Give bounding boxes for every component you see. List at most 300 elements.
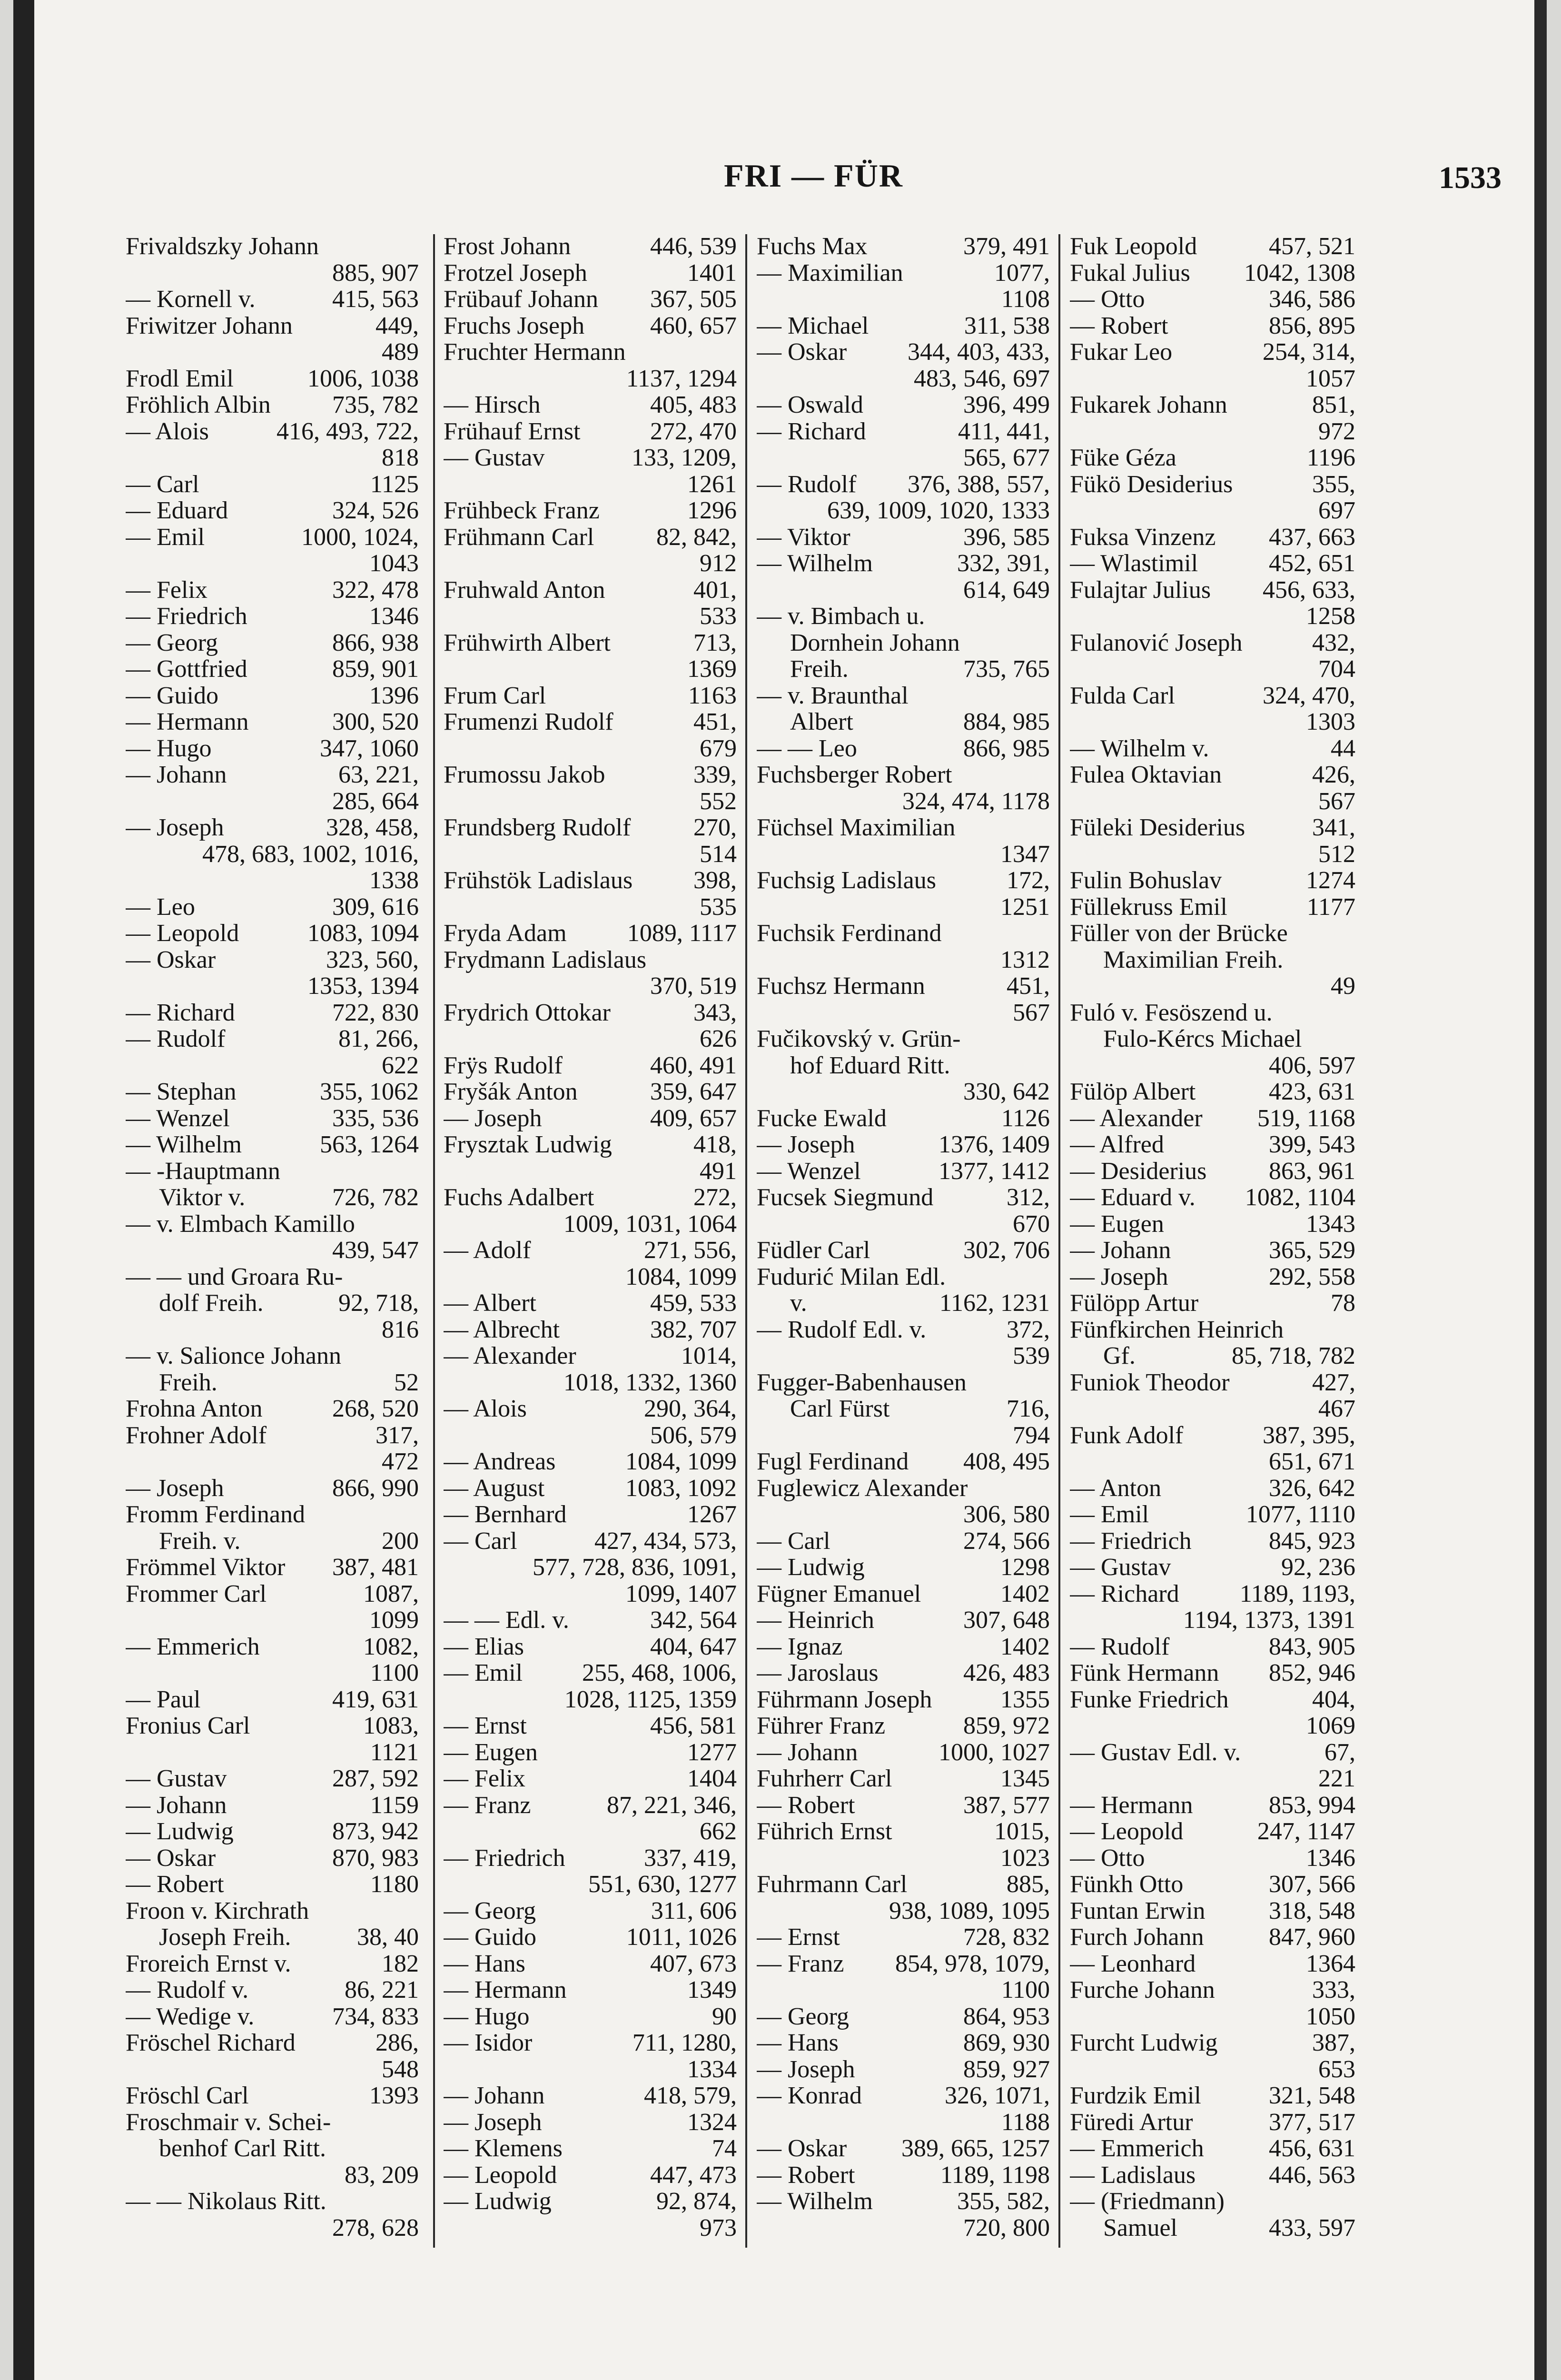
- index-entry: [757, 2082, 1050, 2109]
- entry-pages: 728, 832: [963, 1924, 1050, 1951]
- entry-pages: 1180: [370, 1871, 419, 1898]
- index-entry: [444, 392, 737, 418]
- entry-pages: [414, 2109, 419, 2136]
- entry-name: — Eduard v.: [1070, 1184, 1195, 1211]
- index-entry: [757, 1686, 1050, 1713]
- entry-pages: 409, 657: [650, 1104, 737, 1132]
- entry-continuation: 912: [700, 550, 737, 577]
- entry-continuation: 1194, 1373, 1391: [1183, 1606, 1355, 1634]
- entry-continuation: 1108: [1001, 286, 1050, 313]
- entry-name: Fugl Ferdinand: [757, 1448, 909, 1475]
- index-entry: [1070, 1184, 1355, 1211]
- entry-name: — Bernhard: [444, 1501, 567, 1528]
- entry-pages: 452, 651: [1269, 550, 1355, 577]
- entry-name: — Hirsch: [444, 391, 541, 418]
- index-entry: [757, 920, 1050, 947]
- index-entry: [126, 920, 419, 947]
- entry-pages: 344, 403, 433,: [908, 338, 1050, 366]
- entry-name: Frühmann Carl: [444, 523, 594, 551]
- index-entry: [757, 1607, 1050, 1634]
- entry-name: Carl Fürst: [790, 1395, 890, 1422]
- entry-name: Samuel: [1103, 2214, 1177, 2241]
- entry-name: — Alexander: [1070, 1104, 1203, 1132]
- entry-name: — Emil: [444, 1659, 523, 1686]
- entry-name: Füredi Artur: [1070, 2108, 1193, 2136]
- entry-name: — Wenzel: [126, 1104, 230, 1132]
- index-entry: [757, 1131, 1050, 1158]
- running-title: FRI — FÜR: [724, 158, 903, 194]
- index-entry: [126, 603, 419, 630]
- index-entry: [126, 1951, 419, 1977]
- entry-name: — Hugo: [444, 2003, 530, 2030]
- index-entry: [757, 550, 1050, 577]
- entry-pages: 401,: [693, 576, 737, 604]
- entry-pages: [414, 1264, 419, 1290]
- entry-pages: [1045, 1369, 1050, 1396]
- entry-pages: 274, 566: [963, 1527, 1050, 1555]
- entry-name: — Hermann: [1070, 1791, 1193, 1819]
- entry-pages: 419, 631: [332, 1686, 419, 1713]
- index-entry: [444, 920, 737, 947]
- index-entry: [444, 1475, 737, 1502]
- entry-name: — Desiderius: [1070, 1157, 1207, 1185]
- index-entry: [1070, 1528, 1355, 1555]
- entry-pages: 711, 1280,: [632, 2029, 737, 2056]
- entry-name: Frömmel Viktor: [126, 1554, 286, 1581]
- entry-name: — Emmerich: [1070, 2135, 1204, 2162]
- entry-pages: 339,: [693, 761, 737, 788]
- entry-pages: 82, 842,: [656, 523, 737, 551]
- entry-pages: [414, 1158, 419, 1185]
- entry-continuation: 1018, 1332, 1360: [563, 1368, 737, 1396]
- index-entry: [757, 2056, 1050, 2083]
- index-entry: [126, 1026, 419, 1052]
- entry-name: — Friedrich: [126, 603, 247, 630]
- index-entry: [126, 286, 419, 313]
- column-rule: [433, 234, 435, 2248]
- entry-name: Fuchsik Ferdinand: [757, 920, 942, 947]
- index-entry: [444, 260, 737, 287]
- entry-name: Joseph Freih.: [159, 1924, 291, 1951]
- entry-name: — Ernst: [757, 1924, 840, 1951]
- entry-name: Fucsek Siegmund: [757, 1184, 934, 1211]
- index-entry: [444, 497, 737, 524]
- entry-continuation: 1057: [1306, 365, 1355, 392]
- entry-pages: 286,: [375, 2029, 419, 2056]
- entry-pages: 335, 536: [332, 1104, 419, 1132]
- entry-pages: [1045, 630, 1050, 656]
- index-entry: [757, 1528, 1050, 1555]
- index-entry: [126, 1686, 419, 1713]
- entry-pages: 416, 493, 722,: [277, 417, 419, 445]
- entry-name: — Isidor: [444, 2029, 533, 2056]
- entry-name: — Wilhelm: [757, 550, 873, 577]
- entry-pages: 734, 833: [332, 2003, 419, 2030]
- entry-pages: 343,: [693, 999, 737, 1026]
- entry-name: — Kornell v.: [126, 286, 256, 313]
- entry-name: Führich Ernst: [757, 1818, 892, 1845]
- entry-name: — Ladislaus: [1070, 2161, 1196, 2189]
- entry-pages: 377, 517: [1269, 2108, 1355, 2136]
- index-entry: [1070, 1660, 1355, 1686]
- index-entry: [757, 814, 1050, 841]
- index-entry: [126, 894, 419, 921]
- entry-continuation: 1121: [370, 1738, 419, 1766]
- index-entry: [126, 1713, 419, 1739]
- entry-pages: 67,: [1324, 1738, 1355, 1766]
- entry-continuation: 551, 630, 1277: [588, 1871, 737, 1898]
- entry-name: — Felix: [444, 1765, 525, 1792]
- entry-pages: 309, 616: [332, 893, 419, 921]
- entry-continuation: 1137, 1294: [626, 365, 737, 392]
- entry-pages: 411, 441,: [958, 417, 1050, 445]
- entry-name: — Hugo: [126, 734, 212, 762]
- entry-name: — Adolf: [444, 1237, 531, 1264]
- entry-name: — Gustav: [444, 444, 545, 471]
- index-entry: [126, 1501, 419, 1528]
- entry-name: — Robert: [757, 1791, 855, 1819]
- entry-name: Frundsberg Rudolf: [444, 814, 631, 841]
- entry-continuation: 653: [1318, 2055, 1355, 2083]
- index-entry: [444, 1898, 737, 1924]
- index-entry: [444, 313, 737, 339]
- entry-name: Gf.: [1103, 1342, 1136, 1369]
- entry-pages: 1015,: [994, 1818, 1050, 1845]
- entry-name: Führer Franz: [757, 1712, 886, 1739]
- entry-pages: 290, 364,: [644, 1395, 737, 1422]
- index-entry: [757, 656, 1050, 683]
- entry-name: — Albert: [444, 1289, 536, 1317]
- index-entry: [757, 260, 1050, 287]
- index-entry: [757, 2030, 1050, 2056]
- entry-name: — Joseph: [757, 2055, 855, 2083]
- entry-continuation: 1043: [369, 550, 419, 577]
- index-entry: [126, 1343, 419, 1369]
- entry-name: Frühstök Ladislaus: [444, 867, 633, 894]
- entry-name: — Ignaz: [757, 1633, 843, 1660]
- entry-continuation: 626: [700, 1025, 737, 1052]
- entry-name: — Joseph: [126, 814, 224, 841]
- entry-pages: 323, 560,: [326, 946, 419, 973]
- index-entry: [444, 1634, 737, 1660]
- entry-name: Fuk Leopold: [1070, 233, 1197, 260]
- index-entry: [757, 1792, 1050, 1819]
- entry-name: — Leopold: [126, 920, 239, 947]
- entry-continuation: 512: [1318, 840, 1355, 868]
- index-entry: [126, 313, 419, 339]
- entry-name: — Carl: [444, 1527, 517, 1555]
- index-entry: [444, 2135, 737, 2162]
- entry-pages: 433, 597: [1269, 2214, 1355, 2241]
- entry-pages: 1006, 1038: [307, 365, 419, 392]
- entry-pages: 1324: [687, 2108, 737, 2136]
- entry-pages: 1402: [1000, 1580, 1050, 1607]
- entry-pages: 870, 983: [332, 1844, 419, 1872]
- index-entry: [757, 1052, 1050, 1079]
- entry-name: Fudurić Milan Edl.: [757, 1263, 946, 1290]
- entry-pages: 1177: [1306, 893, 1355, 921]
- entry-pages: 418,: [693, 1131, 737, 1158]
- entry-continuation: 83, 209: [345, 2161, 419, 2189]
- entry-continuation: 704: [1318, 655, 1355, 683]
- index-entry: [1070, 2188, 1355, 2215]
- entry-pages: 332, 391,: [957, 550, 1050, 577]
- entry-pages: 399, 543: [1269, 1131, 1355, 1158]
- entry-pages: 885,: [1007, 1871, 1050, 1898]
- index-entry: [444, 1792, 737, 1819]
- entry-name: — Ernst: [444, 1712, 527, 1739]
- entry-pages: [1351, 1317, 1355, 1343]
- entry-pages: [414, 2135, 419, 2162]
- index-entry: [757, 2135, 1050, 2162]
- entry-continuation: 938, 1089, 1095: [889, 1897, 1050, 1924]
- entry-pages: 426,: [1312, 761, 1355, 788]
- entry-pages: 86, 221: [345, 1976, 419, 2003]
- entry-continuation: 535: [700, 893, 737, 921]
- entry-pages: 396, 499: [963, 391, 1050, 418]
- entry-pages: 404,: [1312, 1686, 1355, 1713]
- entry-pages: 519, 1168: [1257, 1104, 1355, 1132]
- index-entry: [126, 709, 419, 735]
- entry-name: — Johann: [126, 761, 227, 788]
- entry-name: — Wedige v.: [126, 2003, 255, 2030]
- entry-name: — Leonhard: [1070, 1950, 1196, 1977]
- index-entry: [126, 1131, 419, 1158]
- index-entry: [126, 1211, 419, 1238]
- entry-continuation: 1353, 1394: [307, 972, 419, 1000]
- entry-name: — Rudolf: [1070, 1633, 1170, 1660]
- entry-pages: 1402: [1000, 1633, 1050, 1660]
- index-entry: [126, 366, 419, 392]
- index-entry: [444, 1501, 737, 1528]
- index-entry: [757, 1871, 1050, 1898]
- entry-pages: 866, 938: [332, 629, 419, 656]
- index-entry: [757, 735, 1050, 762]
- index-entry: [126, 1898, 419, 1924]
- entry-name: — Hermann: [126, 708, 249, 735]
- entry-pages: 333,: [1312, 1976, 1355, 2003]
- index-entry: [444, 1951, 737, 1977]
- index-entry: [757, 1184, 1050, 1211]
- index-entry: [757, 2003, 1050, 2030]
- running-header: [126, 157, 1502, 209]
- entry-name: Fronius Carl: [126, 1712, 250, 1739]
- entry-pages: 456, 631: [1269, 2135, 1355, 2162]
- entry-pages: 415, 563: [332, 286, 419, 313]
- index-entry: [1070, 2030, 1355, 2056]
- entry-continuation: 478, 683, 1002, 1016,: [202, 840, 419, 868]
- index-entry: [757, 1237, 1050, 1264]
- index-entry: [444, 2082, 737, 2109]
- entry-name: — Felix: [126, 576, 207, 604]
- entry-name: Frumenzi Rudolf: [444, 708, 613, 735]
- entry-name: Fuchsberger Robert: [757, 761, 952, 788]
- page-edge: [1534, 0, 1547, 2380]
- entry-pages: 1296: [687, 497, 737, 524]
- index-entry: [757, 1317, 1050, 1343]
- entry-continuation: 565, 677: [963, 444, 1050, 471]
- entry-pages: 1011, 1026: [626, 1924, 737, 1951]
- entry-pages: 347, 1060: [320, 734, 419, 762]
- entry-continuation: 1258: [1306, 603, 1355, 630]
- index-entry: [1070, 392, 1355, 418]
- entry-name: — Carl: [126, 470, 199, 498]
- entry-name: — Maximilian: [757, 259, 903, 287]
- index-entry: [757, 630, 1050, 656]
- entry-pages: 427, 434, 573,: [594, 1527, 737, 1555]
- entry-pages: 1083, 1094: [307, 920, 419, 947]
- entry-pages: 456, 633,: [1263, 576, 1355, 604]
- index-entry: [1070, 1501, 1355, 1528]
- entry-pages: 254, 314,: [1263, 338, 1355, 366]
- index-entry: [126, 1528, 419, 1555]
- index-entry: [444, 286, 737, 313]
- entry-pages: 355, 1062: [320, 1078, 419, 1105]
- entry-pages: 1404: [687, 1765, 737, 1792]
- entry-pages: 300, 520: [332, 708, 419, 735]
- entry-pages: 859, 972: [963, 1712, 1050, 1739]
- entry-pages: 432,: [1312, 629, 1355, 656]
- index-entry: [444, 1713, 737, 1739]
- entry-name: — Joseph: [126, 1474, 224, 1502]
- entry-pages: 302, 706: [963, 1237, 1050, 1264]
- entry-name: Fünkh Otto: [1070, 1871, 1184, 1898]
- entry-pages: 268, 520: [332, 1395, 419, 1422]
- entry-pages: 1089, 1117: [627, 920, 737, 947]
- entry-name: — Johann: [1070, 1237, 1171, 1264]
- entry-pages: 1082, 1104: [1245, 1184, 1355, 1211]
- entry-name: — Leopold: [1070, 1818, 1184, 1845]
- entry-name: — Wilhelm: [126, 1131, 242, 1158]
- index-column-1: [126, 233, 419, 2275]
- index-entry: [444, 445, 737, 471]
- index-entry: [126, 1581, 419, 1607]
- entry-name: — Oskar: [126, 946, 216, 973]
- entry-pages: 735, 782: [332, 391, 419, 418]
- entry-name: — Gustav Edl. v.: [1070, 1738, 1241, 1766]
- entry-pages: 722, 830: [332, 999, 419, 1026]
- index-entry: [444, 2003, 737, 2030]
- entry-pages: 365, 529: [1269, 1237, 1355, 1264]
- entry-pages: 247, 1147: [1257, 1818, 1355, 1845]
- entry-pages: 1349: [687, 1976, 737, 2003]
- index-entry: [444, 1237, 737, 1264]
- entry-pages: 735, 765: [963, 655, 1050, 683]
- entry-continuation: 330, 642: [963, 1078, 1050, 1105]
- entry-pages: 1377, 1412: [939, 1157, 1050, 1185]
- entry-name: Froschmair v. Schei-: [126, 2108, 331, 2136]
- entry-pages: 1163: [688, 682, 737, 709]
- entry-pages: [1351, 920, 1355, 947]
- index-entry: [126, 1554, 419, 1581]
- entry-name: Frommer Carl: [126, 1580, 267, 1607]
- entry-name: Füllekruss Emil: [1070, 893, 1227, 921]
- index-entry: [444, 947, 737, 973]
- entry-pages: 854, 978, 1079,: [895, 1950, 1050, 1977]
- index-entry: [126, 1000, 419, 1026]
- index-entry: [126, 762, 419, 788]
- index-entry: [1070, 286, 1355, 313]
- entry-pages: 1077,: [994, 259, 1050, 287]
- entry-name: — Georg: [757, 2003, 850, 2030]
- index-entry: [1070, 920, 1355, 947]
- index-entry: [1070, 1634, 1355, 1660]
- entry-name: Fryšák Anton: [444, 1078, 578, 1105]
- entry-name: — v. Elmbach Kamillo: [126, 1210, 355, 1238]
- entry-pages: 87, 221, 346,: [607, 1791, 737, 1819]
- entry-name: — Hans: [757, 2029, 839, 2056]
- entry-continuation: 614, 649: [963, 576, 1050, 604]
- entry-name: — Oskar: [757, 338, 847, 366]
- entry-pages: [1045, 1052, 1050, 1079]
- index-entry: [126, 1845, 419, 1872]
- entry-pages: 341,: [1312, 814, 1355, 841]
- entry-pages: 866, 985: [963, 734, 1050, 762]
- entry-pages: [1045, 1475, 1050, 1502]
- index-entry: [126, 1792, 419, 1819]
- entry-continuation: 552: [700, 787, 737, 815]
- entry-name: Albert: [790, 708, 853, 735]
- index-entry: [1070, 1924, 1355, 1951]
- index-entry: [444, 1131, 737, 1158]
- index-entry: [1070, 471, 1355, 498]
- index-entry: [444, 683, 737, 709]
- entry-pages: 307, 566: [1269, 1871, 1355, 1898]
- entry-continuation: 1023: [1000, 1844, 1050, 1872]
- entry-name: Maximilian Freih.: [1103, 946, 1284, 973]
- entry-pages: 1084, 1099: [625, 1448, 737, 1475]
- entry-name: Froon v. Kirchrath: [126, 1897, 309, 1924]
- entry-name: Fucke Ewald: [757, 1104, 887, 1132]
- entry-pages: 182: [382, 1950, 419, 1977]
- entry-name: — Gottfried: [126, 655, 247, 683]
- index-entry: [1070, 1871, 1355, 1898]
- index-entry: [757, 1158, 1050, 1185]
- entry-pages: 92, 874,: [656, 2188, 737, 2215]
- entry-name: — Johann: [444, 2082, 545, 2109]
- entry-continuation: 818: [382, 444, 419, 471]
- entry-continuation: 221: [1318, 1765, 1355, 1792]
- entry-pages: [1351, 947, 1355, 973]
- entry-pages: 372,: [1007, 1316, 1050, 1343]
- entry-name: Fükö Desiderius: [1070, 470, 1233, 498]
- entry-name: — Friedrich: [1070, 1527, 1192, 1555]
- entry-continuation: 1100: [370, 1659, 419, 1686]
- entry-name: — Viktor: [757, 523, 850, 551]
- entry-pages: 387,: [1312, 2029, 1355, 2056]
- entry-pages: 869, 930: [963, 2029, 1050, 2056]
- index-entry: [757, 524, 1050, 551]
- index-entry: [1070, 339, 1355, 366]
- entry-continuation: 567: [1013, 999, 1050, 1026]
- entry-name: — Rudolf Edl. v.: [757, 1316, 927, 1343]
- entry-pages: 460, 657: [650, 312, 737, 339]
- index-entry: [126, 1634, 419, 1660]
- entry-pages: 272,: [693, 1184, 737, 1211]
- index-entry: [444, 524, 737, 551]
- entry-name: — Rudolf: [126, 1025, 226, 1052]
- index-entry: [1070, 683, 1355, 709]
- entry-pages: 864, 953: [963, 2003, 1050, 2030]
- entry-pages: 307, 648: [963, 1606, 1050, 1634]
- entry-pages: 379, 491: [963, 233, 1050, 260]
- index-entry: [757, 418, 1050, 445]
- entry-name: Fünk Hermann: [1070, 1659, 1219, 1686]
- index-entry: [126, 1184, 419, 1211]
- index-entry: [444, 1739, 737, 1766]
- entry-pages: 398,: [693, 867, 737, 894]
- entry-name: — Robert: [757, 2161, 855, 2189]
